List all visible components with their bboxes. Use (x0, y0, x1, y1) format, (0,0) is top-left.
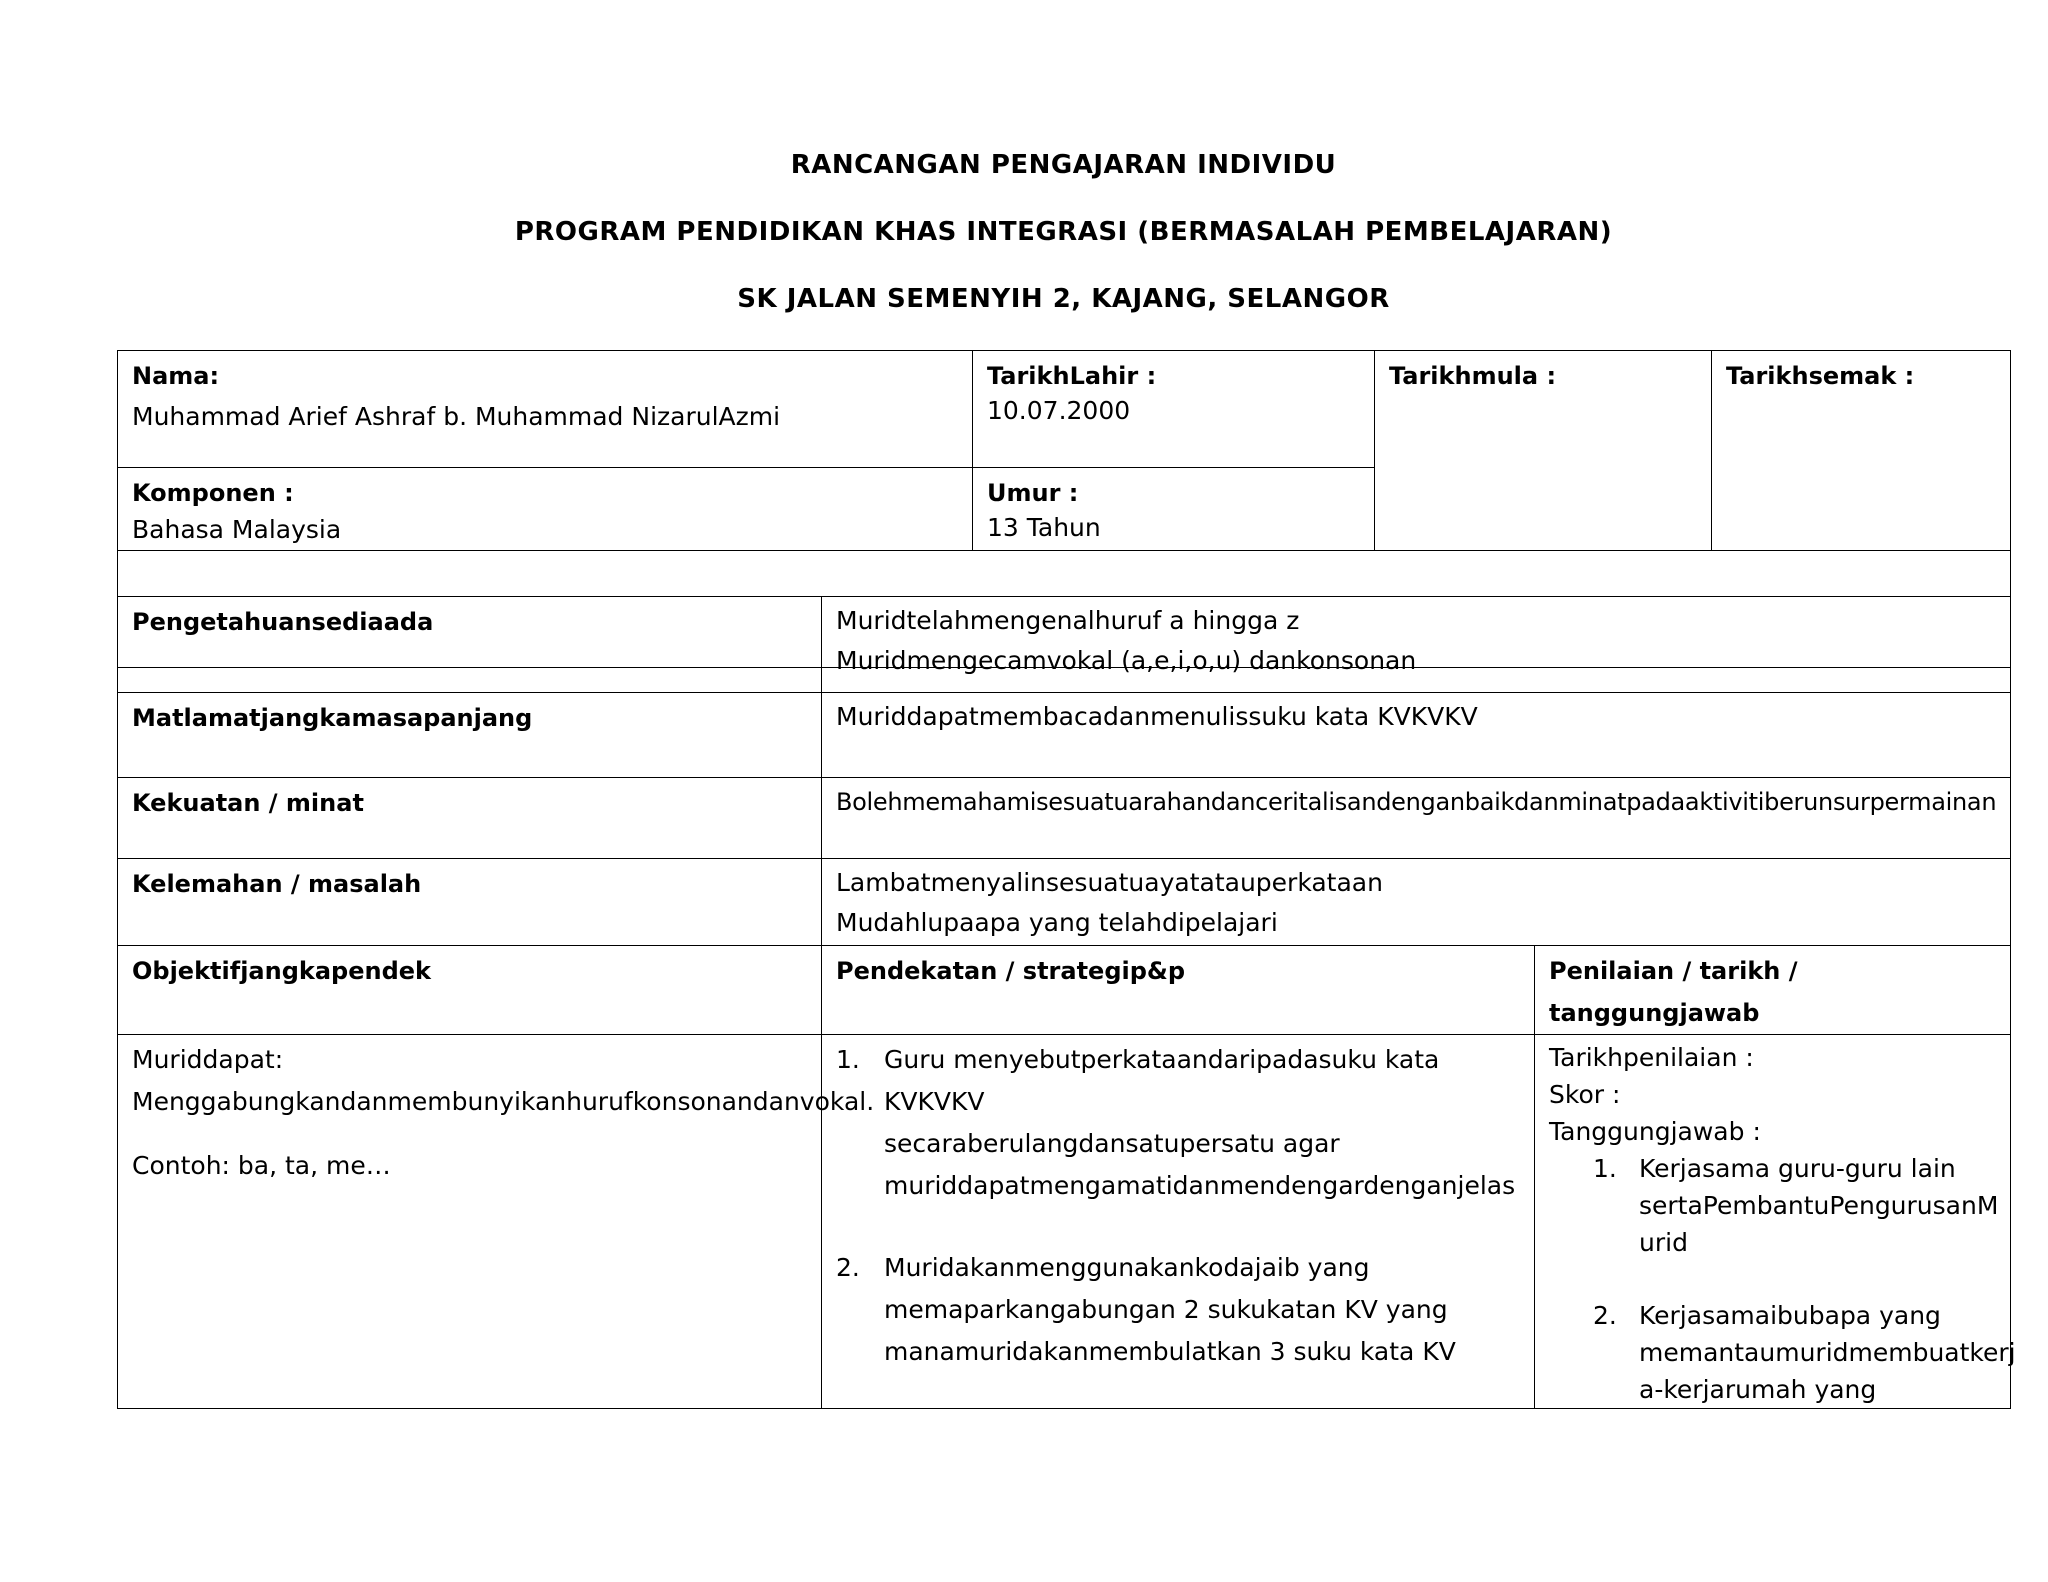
penilaian-skor: Skor : (1549, 1080, 1621, 1109)
pengetahuan-line-1: Muridtelahmengenalhuruf a hingga z (836, 606, 1300, 635)
tarikh-lahir-label: TarikhLahir : (987, 362, 1157, 390)
penilaian-item-1-line-1: Kerjasama guru-guru lain (1639, 1154, 1956, 1183)
nama-cell (118, 351, 973, 468)
kekuatan-label: Kekuatan / minat (132, 789, 364, 817)
penilaian-item-1-line-3: urid (1639, 1228, 1688, 1257)
penilaian-header-cell (1535, 946, 2011, 1035)
pendekatan-item-1 (836, 1039, 1520, 1207)
kekuatan-label-cell (118, 778, 822, 859)
kelemahan-line-1: Lambatmenyalinsesuatuayatatauperkataan (836, 868, 1383, 897)
komponen-label: Komponen : (132, 479, 294, 507)
penilaian-tarikh: Tarikhpenilaian : (1549, 1043, 1754, 1072)
penilaian-tanggungjawab: Tanggungjawab : (1549, 1117, 1761, 1146)
penilaian-item-2-number: 2. (1593, 1301, 1617, 1330)
nama-value: Muhammad Arief Ashraf b. Muhammad NizarulAzmi (132, 402, 781, 431)
nama-label: Nama: (132, 362, 220, 390)
pendekatan-item-2-line-3: manamuridakanmembulatkan 3 suku kata KV (884, 1337, 1456, 1366)
pengetahuan-label-cell (118, 597, 822, 693)
pendekatan-item-2-line-2: memaparkangabungan 2 sukukatan KV yang (884, 1295, 1448, 1324)
objektif-line-1: Muriddapat: (132, 1045, 284, 1074)
penilaian-item-1-number: 1. (1593, 1154, 1617, 1183)
pendekatan-item-1-line-1: Guru menyebutperkataandaripadasuku kata KVKVKV (884, 1045, 1440, 1116)
pendekatan-item-2-number: 2. (836, 1253, 860, 1282)
komponen-value: Bahasa Malaysia (132, 515, 342, 544)
komponen-cell (118, 468, 973, 551)
pendekatan-item-2-line-1: Muridakanmenggunakankodajaib yang (884, 1253, 1370, 1282)
pengetahuan-line-2: Muridmengecamvokal (a,e,i,o,u) dankonsonan (836, 646, 1417, 675)
umur-value: 13 Tahun (987, 513, 1101, 542)
penilaian-item-1-line-2: sertaPembantuPengurusanM (1639, 1191, 1999, 1220)
pendekatan-header: Pendekatan / strategip&p (836, 957, 1186, 985)
pendekatan-item-2 (836, 1247, 1520, 1373)
plan-table (117, 596, 2016, 1409)
tarikh-lahir-value: 10.07.2000 (987, 396, 1131, 425)
objektif-header: Objektifjangkapendek (132, 957, 431, 985)
kekuatan-value-cell (822, 778, 2011, 859)
objektif-cell (118, 1035, 875, 1409)
matlamat-value-cell (822, 693, 2011, 778)
pendekatan-item-1-line-2: secaraberulangdansatupersatu agar (884, 1129, 1340, 1158)
penilaian-cell (1535, 1035, 2016, 1409)
kekuatan-value: Bolehmemahamisesuatuarahandanceritalisandenganbaikdanminatpadaaktivitiberunsurpermainan (836, 788, 1997, 816)
matlamat-label-cell (118, 693, 822, 778)
penilaian-item-2-line-3: a-kerjarumah yang (1639, 1375, 1877, 1404)
tarikh-semak-cell (1712, 351, 2011, 551)
penilaian-item-2 (1549, 1297, 2016, 1408)
pengetahuan-value-cell (822, 597, 2011, 693)
tarikh-semak-label: Tarikhsemak : (1726, 362, 1915, 390)
matlamat-label: Matlamatjangkamasapanjang (132, 704, 533, 732)
pengetahuan-label: Pengetahuansediaada (132, 608, 434, 636)
umur-cell (973, 468, 1375, 551)
penilaian-item-2-line-2: memantaumuridmembuatkerj (1639, 1338, 2016, 1367)
tarikh-lahir-cell (973, 351, 1375, 468)
title-line-3: SK JALAN SEMENYIH 2, KAJANG, SELANGOR (737, 284, 1390, 314)
pendekatan-header-cell (822, 946, 1535, 1035)
pendekatan-item-1-number: 1. (836, 1045, 860, 1074)
kelemahan-line-2: Mudahlupaapa yang telahdipelajari (836, 908, 1278, 937)
kelemahan-value-cell (822, 859, 2011, 946)
matlamat-value: Muriddapatmembacadanmenulissuku kata KVKVKV (836, 702, 1478, 731)
pendekatan-item-1-line-3: muriddapatmengamatidanmendengardenganjelas (884, 1171, 1516, 1200)
objektif-header-cell (118, 946, 822, 1035)
penilaian-item-1 (1549, 1150, 1999, 1261)
pendekatan-cell (822, 1035, 1535, 1409)
title-block (117, 150, 2010, 351)
kelemahan-label-cell (118, 859, 822, 946)
title-line-2: PROGRAM PENDIDIKAN KHAS INTEGRASI (BERMASALAH PEMBELAJARAN) (514, 217, 1613, 247)
tarikh-mula-cell (1375, 351, 1712, 551)
penilaian-header: Penilaian / tarikh / tanggungjawab (1549, 957, 1798, 1027)
penilaian-item-2-line-1: Kerjasamaibubapa yang (1639, 1301, 1941, 1330)
tarikh-mula-label: Tarikhmula : (1389, 362, 1557, 390)
objektif-line-3: Contoh: ba, ta, me… (132, 1151, 391, 1180)
title-line-1: RANCANGAN PENGAJARAN INDIVIDU (790, 150, 1337, 180)
umur-label: Umur : (987, 479, 1079, 507)
kelemahan-label: Kelemahan / masalah (132, 870, 422, 898)
objektif-line-2: Menggabungkandanmembunyikanhurufkonsonandanvokal. (132, 1087, 875, 1116)
